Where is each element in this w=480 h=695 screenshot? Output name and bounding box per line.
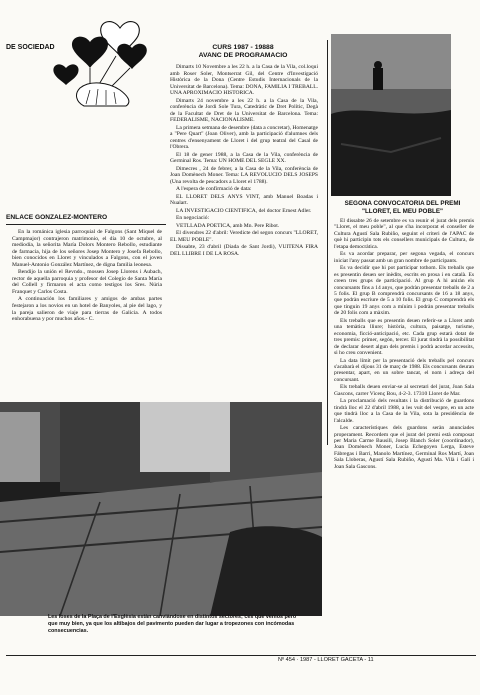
contest-heading-line1: SEGONA CONVOCATORIA DEL PREMI (344, 200, 461, 207)
wedding-article (12, 229, 162, 324)
contest-article (334, 218, 474, 471)
wedding-heading: ENLACE GONZALEZ-MONTERO (6, 214, 108, 221)
contest-paragraph: Les característiques dels guardons seràn anunciades properament. Recordem que el jurat del premi està composat per Maria Carme Bausili, Josep Blanch Soler (coordinador), Joan Domènech Moner, Lucía Echegoyen Lerga, Esteve Fàbregas i Barri, Manolo Martínez, Germinal Ros Martí, Joan Sala Lloberas, Agustí Sala Rubiño, Agustí Ma. Vilà i Galí i Joan Sala Gascons. (334, 425, 474, 470)
plaza-photo-image (0, 402, 322, 616)
contest-paragraph: Es va acordar preparar, per segona vegada, el concurs iniciat l'any passat amb un gran nombre de participants. (334, 251, 474, 264)
contest-heading (330, 200, 475, 215)
contest-paragraph: La proclamació dels resultats i la distribució de guardons tindrà lloc el 22 d'abril 1988, a les vuit del vespre, en un acte que tindrà lloc a la Casa de la Vila, sota la presidència de l'alcalde. (334, 398, 474, 424)
program-article (170, 64, 318, 258)
wedding-paragraph: En la románica iglesia parroquial de Falgons (Sant Miquel de Campmajor) contrajeron matrimonio, el día 10 de octubre, al mediodía, la señorita María Dolors Montero Rebollo, estudiante de farmacia, hija de los señores Josep Montero y Josefa Rebollo, bien conocidos en Lloret y vinculados a Falgons, con el joven Manuel-Antonio González Martínez, de digna familia leonesa. (12, 229, 162, 268)
section-title: DE SOCIEDAD (6, 44, 55, 51)
program-item: La primera setmana de desembre (data a concretar), Homenatge a "Pere Quart" (Joan Oliver), amb la participació d'alumnes dels centres d'ensenyament de Lloret i del grup teatral del Casal de l'Obrera. (170, 124, 318, 150)
program-item: El 18 de gener 1988, a la Casa de la Vila, conferència de Germinal Ros. Tema: UN HOME DEL SEGLE XX. (170, 151, 318, 164)
program-item: Dissabte, 23 d'abril (Diada de Sant Jordi), VUITENA FIRA DEL LLIBRE I DE LA ROSA. (170, 244, 318, 257)
beach-photo (331, 34, 451, 196)
program-item: Dimarts 10 Novembre a les 22 h. a la Casa de la Vila, col.loqui amb Roser Soler, Montserrat Gil, del Centre d'Investigació Històrica de la Dona (Centre Estudis Internacionals de la Universitat de Barcelona). Tema: DONA, FAMILIA I TREBALL. UNA APROXIMACIO HISTORICA. (170, 64, 318, 96)
contest-paragraph: La data límit per la presentació dels treballs pel concurs s'acabarà el dijous 31 de març de 1988. Els concursants deuran presentar, apart, en un sobre tancat, el nom i adreça del concursant. (334, 357, 474, 383)
contest-paragraph: Els treballs deuen enviar-se al secretari del jurat, Joan Sala Gascons, carrer Vicenç Bou, 4-2-3. 17310 Lloret de Mar. (334, 384, 474, 397)
program-item: A l'espera de confirmació de data: (176, 186, 252, 192)
photo-caption: Les loses de la Plaça de l'Esglèsia estàn canviàndose en distintos sectores; ces que vemos pero que muy bien, ya que los altibajos del pavimento pueden dar lugar a tropezones con incómodas consecuencias. (48, 614, 297, 634)
program-item: Dimecres , 24 de febrer, a la Casa de la Vila, conferència de Joan Domènech Moner. Tema: LA REVOLUCIO DELS JOSEPS (Una revolta de pescadors a Lloret el 1788). (170, 165, 318, 185)
plaza-photo (0, 402, 322, 616)
contest-paragraph: Els treballs que es presentin deuen referir-se a Lloret amb una temàtica lliure; història, cultura, paisatge, turisme, economia, ficció-anticipació, etc. Cada grup estarà dotat de tres premis: primer, segón, tercer. El jurat tindrà la possibilitat de declarar desert algun dels premis i podrà acordar accessits, si ho creu convenient. (334, 317, 474, 357)
program-item: LA INVESTIGACIO CIENTIFICA, del doctor Ernest Adler. (176, 207, 312, 214)
wedding-paragraph: A continuación los familiares y amigos de ambas partes festejaron a los novios en un hotel de Banyoles, al pie del lago, y la pareja salieron de viaje para tierras de Galicia. A todos enhorabuena y por muchos años.- C. (12, 296, 162, 323)
page-footer: Nº 454 · 1987 - LLORET GACETA - 11 (278, 657, 374, 663)
hearts-hands-illustration (50, 8, 160, 108)
contest-heading-line2: "LLORET, EL MEU POBLE" (361, 207, 444, 215)
program-item: EL LLORET DELS ANYS VINT, amb Manuel Boadas i Nualart. (170, 193, 318, 206)
contest-paragraph: El dissabte 26 de setembre es va reunir el jurat dels premis "Lloret, el meu poble", al que s'ha incorporat el conseller de Cultura Agustí Sala Rubiño, seguint el criteri de l'APAC de què hi participin tots els consellers municipals de Cultura, de l'etapa democràtica. (334, 218, 474, 250)
program-title-line1: CURS 1987 - 19888 (212, 44, 274, 51)
program-title-line2: AVANC DE PROGRAMACIO (198, 51, 288, 59)
program-item: Dimarts 24 novembre a les 22 h. a la Casa de la Vila, conferència de Jordi Sole Tura, Catedràtic de Dret Polític, Degà de la Facultat de Dret de la Universitat de Barcelona. Tema: FEDERALISME, NACIONALISME. (170, 97, 318, 123)
program-title (168, 44, 318, 59)
program-item: VETLLADA POETICA, amb Mn. Pere Ribot. (176, 222, 280, 229)
contest-paragraph: Es va decidir que hi pot participar tothom. Els treballs que es presentin deuen ser inèdits, escrits en prosa i en català. Es creen tres grups de participació. Al grup A hi aniràn els concursants fins a 14 anys, que podràn presentar treballs de 2 a 5 folis. El grup B comprendrà concursants de 16 a 18 anys, que podràn escriure de 5 a 10 folis. El grup C comprendrà els que tinguin 19 anys com a mínim i podràn presentar treballs de 20 folis com a màxim. (334, 265, 474, 317)
program-item: El divendres 22 d'abril: Veredicte del segon concurs "LLORET, EL MEU POBLE". (170, 230, 318, 243)
wedding-paragraph: Bendijo la unión el Revndo., mossen Josep Llorens i Aubach, rector de aquella parroquia y profesor del Colegio de Santa María del Collell y firmaron el acta como testigos los Sres. Núria Franquet y Carlos Costa. (12, 269, 162, 295)
beach-photo-image (331, 34, 451, 196)
program-item: En negociació: (176, 215, 210, 221)
